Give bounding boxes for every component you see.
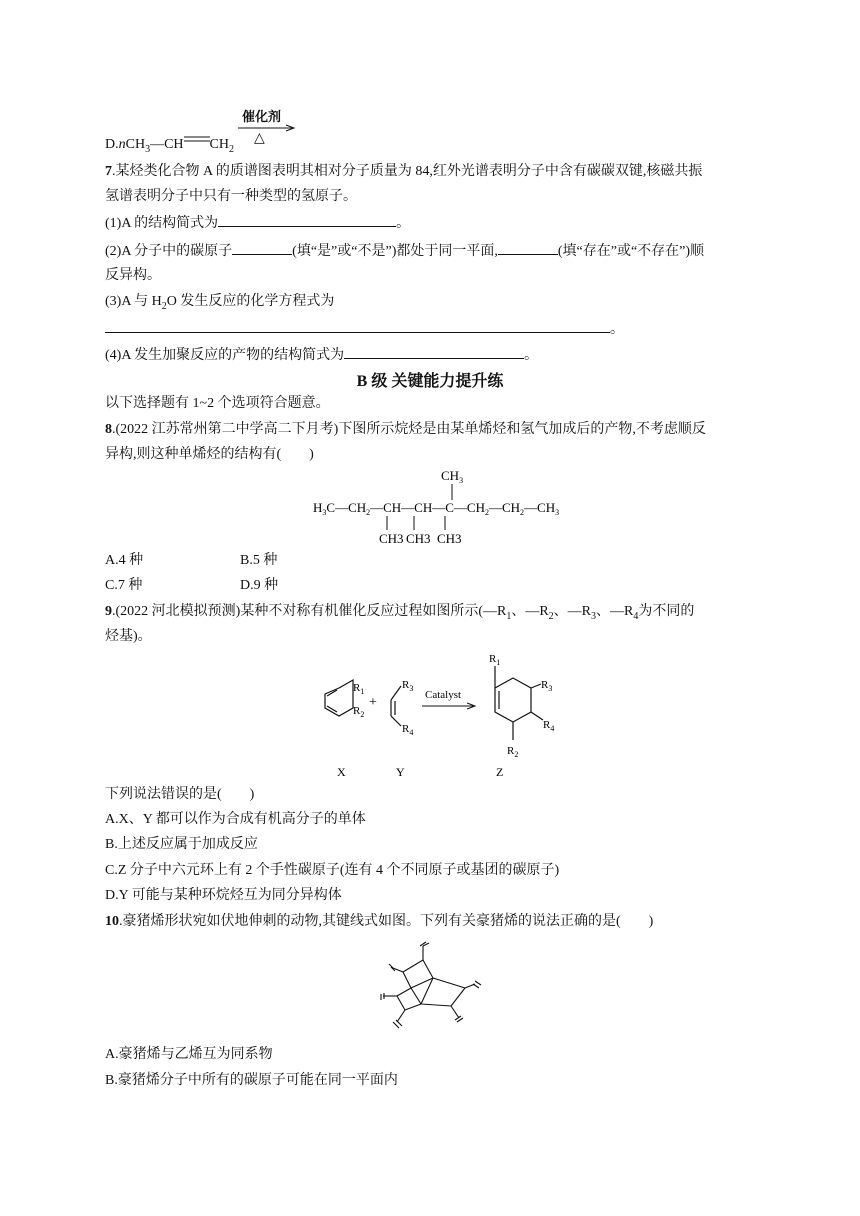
q9-option-a[interactable]: A.X、Y 都可以作为合成有机高分子的单体: [105, 812, 366, 827]
q8-option-d[interactable]: D.9 种: [240, 578, 279, 593]
label-z: Z: [496, 765, 504, 779]
q7-part4: (4)A 发生加聚反应的产物的结构简式为 。: [105, 344, 538, 366]
answer-blank[interactable]: [218, 212, 396, 227]
reaction-arrow-icon: [236, 124, 298, 148]
q9-option-d[interactable]: D.Y 可能与某种环烷烃互为同分异构体: [105, 888, 342, 903]
r3-label: $R_3$: [402, 679, 414, 693]
answer-blank[interactable]: [105, 318, 610, 333]
molecule-y: [391, 679, 413, 737]
q9-option-c[interactable]: C.Z 分子中六元环上有 2 个手性碳原子(连有 4 个不同原子或基团的碳原子): [105, 863, 560, 878]
q9-stem-line2: 烃基)。: [105, 629, 152, 644]
q7-part2-line2: 反异构。: [105, 268, 161, 283]
struct-bottom-ch3: CH3: [406, 531, 431, 546]
z-r3-label: $R_3$: [541, 679, 553, 693]
answer-blank[interactable]: [498, 240, 558, 255]
label-y: Y: [396, 765, 405, 779]
molecule-z: [489, 653, 554, 759]
z-r4-label: $R_4$: [543, 719, 555, 733]
q8-stem-line1: 8.(2022 江苏常州第二中学高二下月考)下图所示烷烃是由某单烯烃和氢气加成后的产物,不考虑顺反: [105, 422, 706, 437]
double-bond-icon: [184, 134, 210, 144]
section-b-note: 以下选择题有 1~2 个选项符合题意。: [105, 396, 330, 411]
q9-reaction-scheme: [305, 648, 585, 784]
answer-blank[interactable]: [232, 240, 292, 255]
q10-option-a[interactable]: A.豪猪烯与乙烯互为同系物: [105, 1047, 273, 1062]
label-x: X: [337, 765, 346, 779]
struct-main-chain: $H_3C—CH_2—CH—CH—C—CH_2—CH_2—CH_3$: [313, 500, 560, 517]
section-b-heading: B 级 关键能力提升练: [356, 373, 504, 390]
q8-option-b[interactable]: B.5 种: [240, 553, 278, 568]
q9-option-b[interactable]: B.上述反应属于加成反应: [105, 837, 258, 852]
z-r2-label: $R_2$: [507, 745, 519, 759]
q7-part3-answer-line: 。: [105, 318, 624, 340]
struct-bottom-ch3: CH3: [379, 531, 404, 546]
q10-option-b[interactable]: B.豪猪烯分子中所有的碳原子可能在同一平面内: [105, 1073, 398, 1088]
r4-label: $R_4$: [402, 723, 414, 737]
plus-sign: +: [369, 695, 377, 710]
z-r1-label: $R_1$: [489, 653, 501, 667]
struct-top-ch3: $CH_3$: [441, 468, 464, 485]
q8-stem-line2: 异构,则这种单烯烃的结构有( ): [105, 447, 314, 462]
catalyst-label: Catalyst: [425, 689, 462, 701]
answer-blank[interactable]: [344, 344, 524, 359]
q10-porcupine-ene-structure: [375, 938, 485, 1034]
q6-catalyst-label: 催化剂: [242, 109, 282, 124]
q7-stem-line2: 氢谱表明分子中只有一种类型的氢原子。: [105, 189, 357, 204]
r1-label: $R_1$: [353, 682, 365, 696]
struct-bottom-ch3: CH3: [437, 531, 462, 546]
q6-heat-symbol: △: [254, 131, 265, 146]
q9-question: 下列说法错误的是( ): [105, 787, 255, 802]
q10-stem: 10.豪猪烯形状宛如伏地伸刺的动物,其键线式如图。下列有关豪猪烯的说法正确的是( ): [105, 914, 654, 929]
r2-label: $R_2$: [353, 705, 365, 719]
q6-option-d: D.nCH$_3$—CH $CH_2$: [105, 135, 234, 160]
q8-option-a[interactable]: A.4 种: [105, 553, 144, 568]
q7-part3: (3)A 与 $H_2O$ 发生反应的化学方程式为: [105, 294, 335, 312]
q8-alkane-structure: [305, 462, 565, 548]
q7-part1: (1)A 的结构简式为 。: [105, 212, 410, 234]
q8-option-c[interactable]: C.7 种: [105, 578, 143, 593]
q9-stem-line1: 9.(2022 河北模拟预测)某种不对称有机催化反应过程如图所示($—R_1$、$—R_2$、$—R_3$、$—R_4$为不同的: [105, 604, 695, 622]
molecule-x: [325, 680, 364, 719]
q7-stem-line1: 7.某烃类化合物 A 的质谱图表明其相对分子质量为 84,红外光谱表明分子中含有碳碳双键,核磁共振: [105, 164, 703, 179]
q7-part2: (2)A 分子中的碳原子 (填“是”或“不是”)都处于同一平面, (填“存在”或“不存在”)顺: [105, 240, 704, 262]
